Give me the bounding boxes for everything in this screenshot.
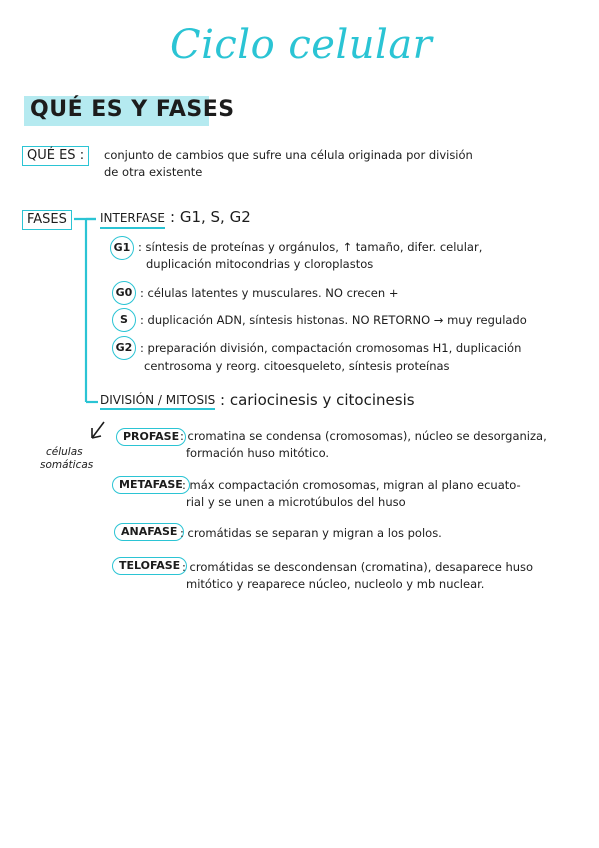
celulas-somaticas-note: [40, 446, 93, 472]
anafase-line1: : cromátidas se separan y migran a los polos.: [180, 526, 442, 540]
anafase-tag: ANAFASE: [114, 523, 184, 541]
division-name: DIVISIÓN / MITOSIS: [100, 392, 215, 410]
g0-tag: G0: [112, 281, 136, 305]
interfase-sub: : G1, S, G2: [170, 208, 251, 226]
g0-line1: : células latentes y musculares. NO crecen +: [140, 286, 399, 300]
section-title: QUÉ ES Y FASES: [30, 97, 235, 122]
profase-line2: formación huso mitótico.: [186, 446, 330, 460]
interfase-name: [100, 208, 165, 229]
profase-line1: : cromatina se condensa (cromosomas), núcleo se desorganiza,: [180, 429, 547, 443]
s-tag: S: [112, 308, 136, 332]
g1-line2: duplicación mitocondrias y cloroplastos: [146, 257, 374, 271]
g2-line1: : preparación división, compactación cromosomas H1, duplicación: [140, 341, 522, 355]
profase-tag: PROFASE: [116, 428, 186, 446]
side-note-line2: somáticas: [40, 459, 94, 471]
telofase-line1: : cromátidas se descondensan (cromatina), desaparece huso: [182, 560, 534, 574]
g1-line1: : síntesis de proteínas y orgánulos, ↑ tamaño, difer. celular,: [138, 240, 483, 254]
interfase-title: INTERFASE: [100, 211, 165, 225]
s-line1: : duplicación ADN, síntesis histonas. NO RETORNO → muy regulado: [140, 313, 527, 327]
telofase-tag: TELOFASE: [112, 557, 187, 575]
arrow-icon: [92, 422, 104, 438]
division-sub: : cariocinesis y citocinesis: [220, 391, 415, 409]
que-es-label: QUÉ ES :: [22, 146, 89, 166]
que-es-text-line2: de otra existente: [104, 165, 203, 179]
fases-label: FASES: [22, 210, 72, 230]
g2-line2: centrosoma y reorg. citoesqueleto, síntesis proteínas: [144, 359, 450, 373]
side-note-line1: células: [46, 446, 83, 458]
g2-tag: G2: [112, 336, 136, 360]
g1-tag: G1: [110, 236, 134, 260]
metafase-tag: METAFASE: [112, 476, 190, 494]
metafase-line1: : máx compactación cromosomas, migran al plano ecuato-: [182, 478, 521, 492]
telofase-line2: mitótico y reaparece núcleo, nucleolo y mb nuclear.: [186, 577, 485, 591]
que-es-text-line1: conjunto de cambios que sufre una célula originada por división: [104, 148, 473, 162]
metafase-line2: rial y se unen a microtúbulos del huso: [186, 495, 406, 509]
page-title: Ciclo celular: [170, 22, 433, 68]
